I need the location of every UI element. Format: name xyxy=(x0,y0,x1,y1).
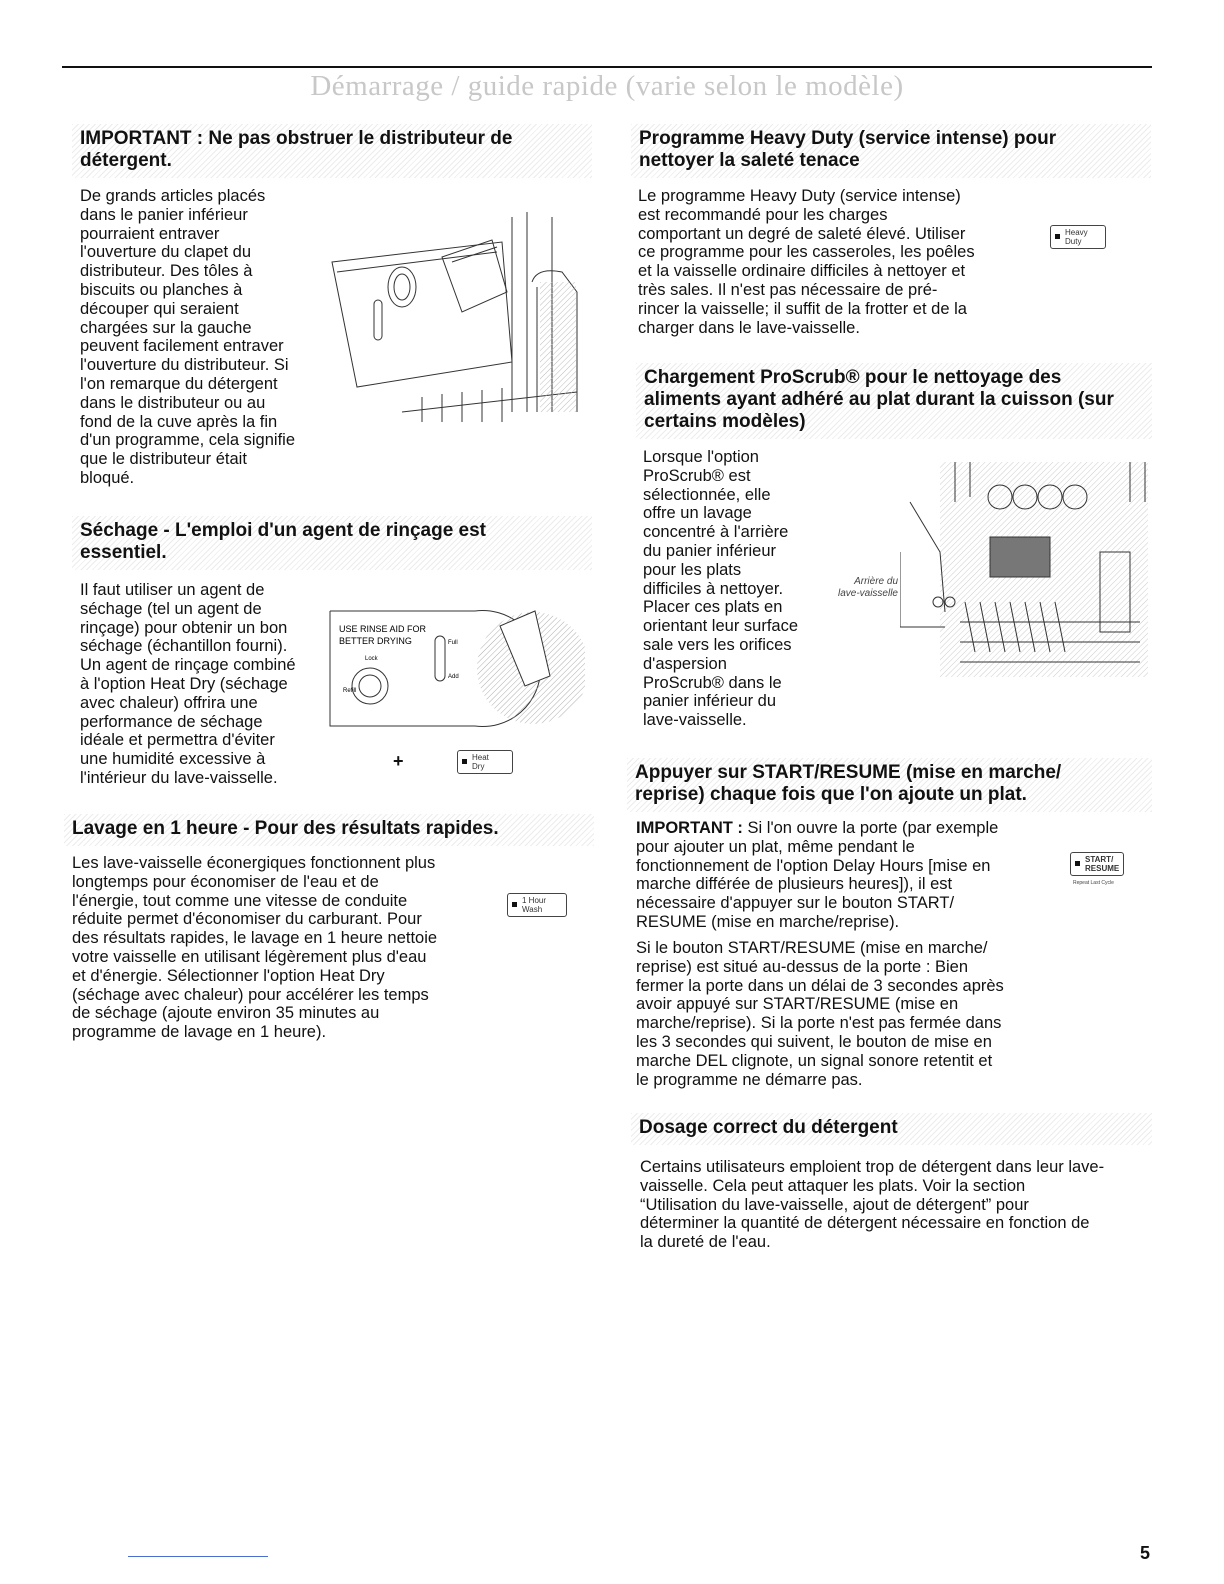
section-dispenser xyxy=(72,124,592,178)
section-heading: Séchage - L'emploi d'un agent de rinçage est essentiel. xyxy=(72,516,592,570)
drying-body: Il faut utiliser un agent de séchage (tel un agent de rinçage) pour obtenir un bon séchage (échantillon fourni). Un agent de rinçage combiné à l'option Heat Dry (séchage avec chaleur) offrira une performance de séchage idéale et permettra d'éviter une humidité excessive à l'intérieur du lave-vaisselle. xyxy=(80,581,296,787)
rinse-aid-illustration xyxy=(325,606,585,736)
proscrub-body: Lorsque l'option ProScrub® est sélectionnée, elle offre un lavage concentré à l'arrière du panier inférieur pour les plats difficiles à nettoyer. Placer ces plats en orientant leur surface sale vers les orifices d'aspersion ProScrub® dans le panier inférieur du lave-vaisselle. xyxy=(643,448,799,730)
start-resume-p1: IMPORTANT : Si l'on ouvre la porte (par exemple pour ajouter un plat, même pendant le fonctionnement de l'option Delay Hours [mise en marche différée de plusieurs heures]), il est nécessaire d'appuyer sur le bouton START/ RESUME (mise en marche/reprise). xyxy=(636,819,999,931)
section-heading: Programme Heavy Duty (service intense) pour nettoyer la saleté tenace xyxy=(631,124,1151,178)
start-resume-button: START/ RESUME xyxy=(1070,852,1124,876)
section-heading: Lavage en 1 heure - Pour des résultats rapides. xyxy=(64,814,594,846)
dispenser-body: De grands articles placés dans le panier inférieur pourraient entraver l'ouverture du clapet du distributeur. Des tôles à biscuits ou planches à découper qui seraient chargées sur la gauche peuvent facilement entraver l'ouverture du distributeur. Si l'on remarque du détergent dans le distributeur ou au fond de la cuve après la fin d'un programme, cela signifie que le distributeur était bloqué. xyxy=(80,187,296,487)
dispenser-illustration xyxy=(322,212,582,422)
section-heavy-duty xyxy=(631,124,1151,178)
section-proscrub xyxy=(636,363,1152,439)
footer-rule xyxy=(128,1556,268,1557)
section-heading: Dosage correct du détergent xyxy=(631,1113,1152,1145)
top-rule xyxy=(62,66,1152,68)
svg-text:USE RINSE AID FOR: USE RINSE AID FOR xyxy=(339,624,427,634)
dosage-body: Certains utilisateurs emploient trop de détergent dans leur lave- vaisselle. Cela peut attaquer les plats. Voir la section “Utilisation du lave-vaisselle, ajout de détergent” pour déterminer la quantité de détergent nécessaire en fonction de la dureté de l'eau. xyxy=(640,1158,1105,1252)
page-number: 5 xyxy=(1140,1543,1151,1563)
section-heading: Appuyer sur START/RESUME (mise en marche/ reprise) chaque fois que l'on ajoute un plat. xyxy=(627,758,1152,812)
plus-sign: + xyxy=(393,751,404,771)
section-heading: IMPORTANT : Ne pas obstruer le distributeur de détergent. xyxy=(72,124,592,178)
heavy-duty-button: Heavy Duty xyxy=(1050,225,1106,249)
proscrub-illustration-label: Arrière du lave-vaisselle xyxy=(837,576,898,599)
section-start-resume xyxy=(627,758,1152,812)
heat-dry-button: Heat Dry xyxy=(457,750,513,774)
svg-text:Lock: Lock xyxy=(365,656,378,662)
section-heading: Chargement ProScrub® pour le nettoyage des aliments ayant adhéré au plat durant la cuisson (sur certains modèles) xyxy=(636,363,1152,439)
one-hour-wash-button: 1 Hour Wash xyxy=(507,893,567,917)
svg-text:Refill: Refill xyxy=(343,688,357,694)
svg-text:BETTER DRYING: BETTER DRYING xyxy=(339,636,412,646)
page-title: Démarrage / guide rapide (varie selon le modèle) xyxy=(310,70,904,102)
heavy-duty-body: Le programme Heavy Duty (service intense) est recommandé pour les charges comportant un degré de saleté élevé. Utiliser ce programme pour les casseroles, les poêles et la vaisselle ordinaire difficiles à nettoyer et très sales. Il n'est pas nécessaire de pré- rincer la vaisselle; il suffit de la frotter et de la charger dans le lave-vaisselle. xyxy=(638,187,975,337)
proscrub-illustration xyxy=(900,462,1150,682)
one-hour-body: Les lave-vaisselle éconergiques fonctionnent plus longtemps pour économiser de l'eau et de l'énergie, tout comme une vitesse de conduite réduite permet d'économiser du carburant. Pour des résultats rapides, le lavage en 1 heure nettoie votre vaisselle en utilisant légèrement plus d'eau et d'énergie. Sélectionner l'option Heat Dry (séchage avec chaleur) pour accélérer les temps de séchage (ajoute environ 35 minutes au programme de lavage en 1 heure). xyxy=(72,854,438,1042)
section-dosage xyxy=(631,1113,1152,1145)
start-resume-p2: Si le bouton START/RESUME (mise en marche/ reprise) est situé au-dessus de la porte : Bien fermer la porte dans un délai de 3 secondes après avoir appuyé sur START/RESUME (mise en marche/reprise). Si la porte n'est pas fermée dans les 3 secondes qui suivent, le bouton de mise en marche DEL clignote, un signal sonore retentit et le programme ne démarre pas. xyxy=(636,939,1004,1089)
start-resume-caption: Repeat Last Cycle xyxy=(1073,880,1114,886)
section-one-hour xyxy=(64,814,594,846)
svg-text:Full: Full xyxy=(448,640,458,646)
svg-text:Add: Add xyxy=(448,674,459,680)
section-drying xyxy=(72,516,592,570)
